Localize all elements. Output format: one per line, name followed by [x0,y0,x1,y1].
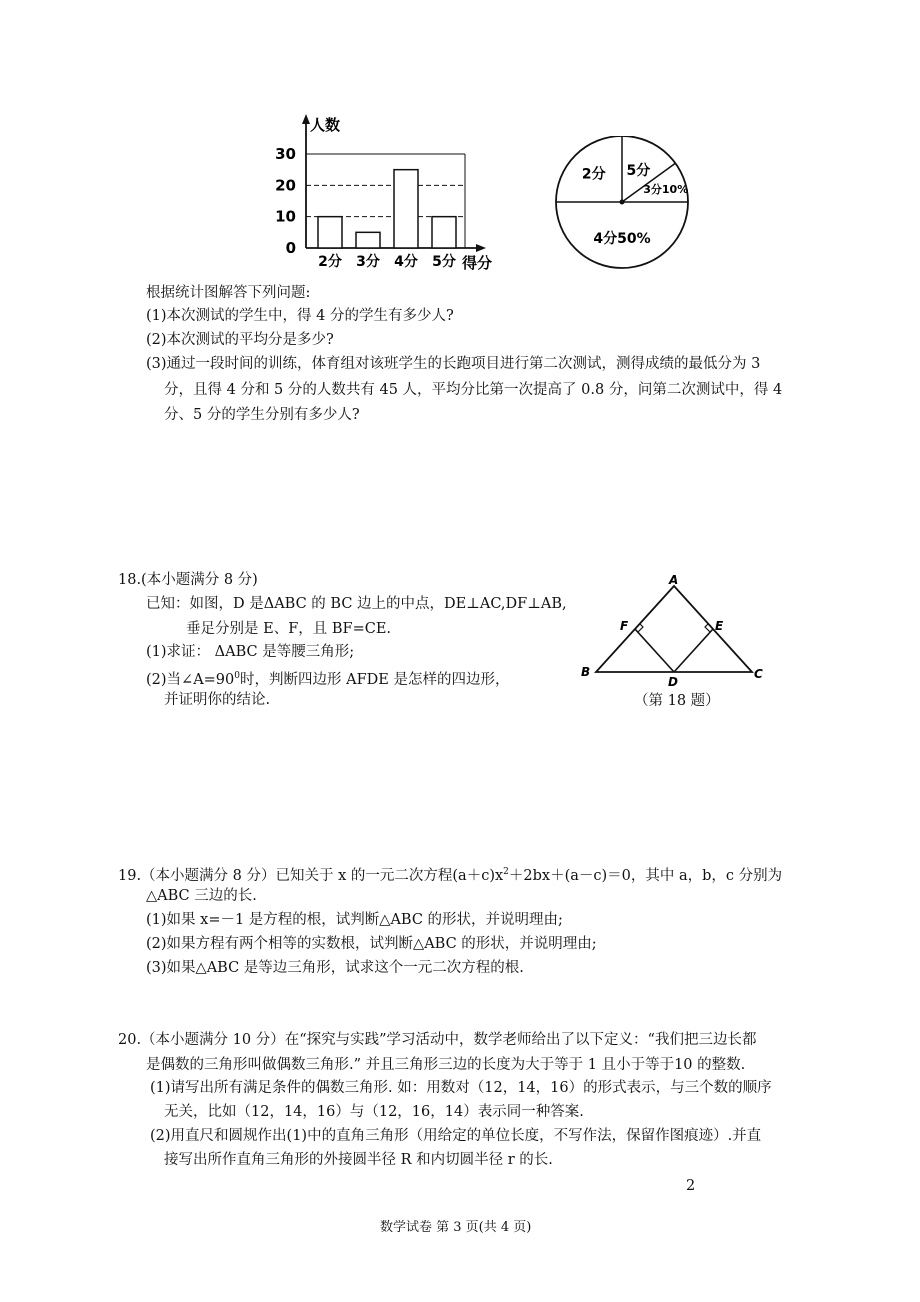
bar [394,170,418,248]
bar [318,217,342,248]
x-tick-label: 5分 [432,254,456,270]
q17-intro: 根据统计图解答下列问题: [146,285,311,301]
pie-center [620,200,625,205]
label-b: B [581,665,591,679]
page-number: 2 [686,1178,696,1194]
segment-de [674,629,713,672]
q18-line2: 垂足分别是 E、F，且 BF=CE. [186,621,392,637]
q19-part1: (1)如果 x=－1 是方程的根，试判断△ABC 的形状，并说明理由; [146,912,563,928]
x-axis-arrow [476,244,486,252]
pie-chart [548,136,698,270]
q18-header: 18.(本小题满分 8 分) [118,572,258,588]
q20-part2-line2: 接写出所作直角三角形的外接圆半径 R 和内切圆半径 r 的长. [164,1152,553,1168]
q17-part2: (2)本次测试的平均分是多少? [146,332,334,348]
bar-chart [270,108,510,278]
q17-part3-line1: (3)通过一段时间的训练，体育组对该班学生的长跑项目进行第二次测试，测得成绩的最低分为 3 [146,356,761,372]
q19-line2: △ABC 三边的长. [146,888,257,904]
q20-line2: 是偶数的三角形叫做偶数三角形.” 并且三角形三边的长度为大于等于 1 且小于等于10 的整数. [146,1057,746,1073]
x-axis-label: 得分 [462,254,493,272]
y-tick-label: 30 [275,145,296,163]
x-tick-label: 2分 [318,254,342,270]
y-axis-label: 人数 [310,116,341,134]
y-axis-arrow [302,114,310,124]
bar [356,232,380,248]
q19-part2: (2)如果方程有两个相等的实数根，试判断△ABC 的形状，并说明理由; [146,936,597,952]
label-f: F [620,619,629,633]
label-a: A [669,573,679,587]
pie-slice-label: 5分 [626,162,651,179]
page-footer: 数学试卷 第 3 页(共 4 页) [380,1220,532,1235]
q17-part3-line3: 分、5 分的学生分别有多少人? [164,407,360,423]
q18-part2-cont: 并证明你的结论. [164,692,271,708]
pie-slice-label: 4分50% [593,231,651,247]
q18-figure-caption: （第 18 题） [634,693,720,709]
q19-line1: 19.（本小题满分 8 分）已知关于 x 的一元二次方程$(a+c)x^2+2bx+(a-c)=0$，其中 a，b，c 分别为 [118,867,783,884]
label-c: C [754,667,763,681]
q20-part1-line1: (1)请写出所有满足条件的偶数三角形. 如：用数对（12，14，16）的形式表示，与三个数的顺序 [150,1080,772,1096]
y-tick-label: 10 [275,207,296,226]
y-tick-label: 20 [275,176,296,195]
q20-part1-line2: 无关，比如（12，14，16）与（12，16，14）表示同一种答案. [164,1104,584,1120]
x-tick-label: 4分 [394,254,418,270]
q17-part1: (1)本次测试的学生中，得 4 分的学生有多少人? [146,308,454,324]
pie-slice-label: 3分10% [643,182,689,196]
segment-df [635,629,674,672]
q20-line1: 20.（本小题满分 10 分）在“探究与实践”学习活动中，数学老师给出了以下定义：“我们把三边长都 [118,1032,757,1048]
pie-slice-label: 2分 [581,166,606,183]
q19-part3: (3)如果△ABC 是等边三角形，试求这个一元二次方程的根. [146,960,524,976]
q17-part3-line2: 分，且得 4 分和 5 分的人数共有 45 人，平均分比第一次提高了 0.8 分，问第二次测试中，得 4 [164,382,783,398]
label-d: D [668,675,678,689]
q20-part2-line1: (2)用直尺和圆规作出(1)中的直角三角形（用给定的单位长度，不写作法，保留作图痕迹）.并直 [150,1128,762,1144]
q18-line1: 已知：如图，D 是ΔABC 的 BC 边上的中点，DE⊥AC,DF⊥AB, [146,596,567,612]
q18-part1: (1)求证： ΔABC 是等腰三角形; [146,644,355,660]
bar [432,217,456,248]
q18-part2: (2)当$\angle A=90^0$时，判断四边形 AFDE 是怎样的四边形， [146,671,510,688]
x-tick-label: 3分 [356,254,380,270]
y-tick-label: 0 [285,239,296,257]
label-e: E [715,619,724,633]
